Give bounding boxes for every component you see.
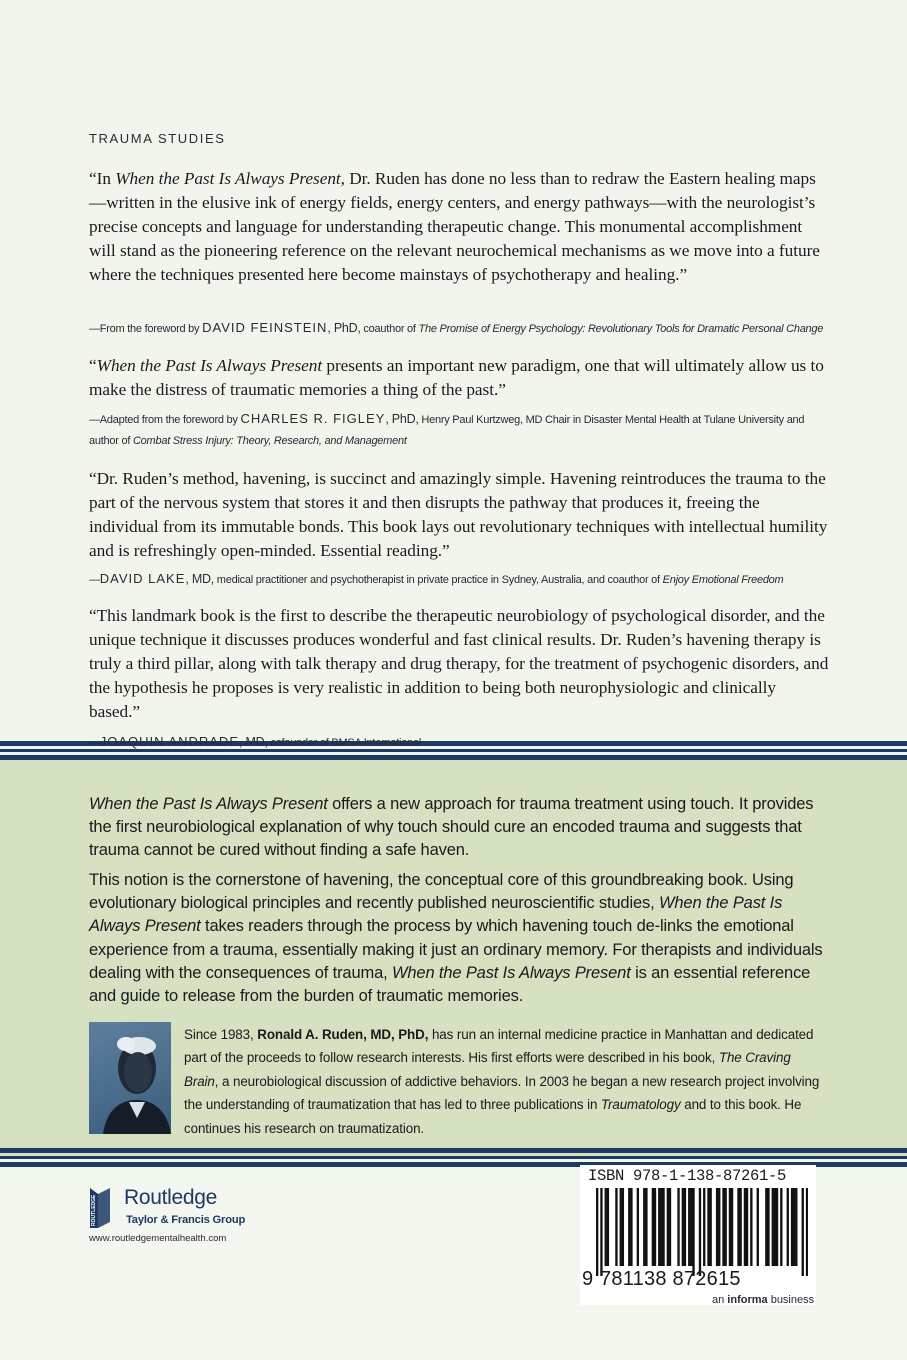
barcode-bar: [767, 1188, 769, 1266]
barcode-bar: [677, 1188, 679, 1266]
book-title: When the Past Is Always Present: [89, 795, 328, 813]
barcode-bar: [620, 1188, 622, 1266]
barcode-bar: [615, 1188, 617, 1266]
description-paragraph-1: When the Past Is Always Present offers a new approach for trauma treatment using touch. It provides the first neurobiological explanation of why touch should cure an encoded trauma and suggests that trauma cannot be cured without finding a safe haven.: [89, 795, 814, 860]
endorsement-attribution-3: —DAVID LAKE, MD, medical practitioner and psychotherapist in private practice in Sydney, Australia, and coauthor of Enjoy Emotional Freedom: [89, 571, 784, 586]
barcode-bar: [605, 1188, 607, 1266]
endorsement-attribution-1: —From the foreword by DAVID FEINSTEIN, PhD, coauthor of The Promise of Energy Psychology: Revolutionary Tools for Dramatic Personal Change: [89, 320, 824, 335]
endorsement-quote-2: “When the Past Is Always Present presents an important new paradigm, one that will ultimately allow us to make the distress of traumatic memories a thing of the past.”: [89, 356, 824, 400]
endorsement-quote-4: “This landmark book is the first to describe the therapeutic neurobiology of psychological disorder, and the unique technique it discusses produces wonderful and fast clinical results. Dr. Ruden’s havening therapy is truly a third pillar, along with talk therapy and drug therapy, for the treatment of psychogenic disorders, and the hypothesis he proposes is very realistic in addition to being both neurophysiologic and clinically based.”: [89, 606, 829, 722]
informa-line: an informa business: [712, 1294, 815, 1306]
barcode-bar: [716, 1188, 718, 1266]
endorsement-quote-1: “In When the Past Is Always Present, Dr. Ruden has done no less than to redraw the Eastern healing maps—written in the elusive ink of energy fields, energy centers, and energy pathways—with the neurologist’s precise concepts and language for understanding therapeutic change. This monumental accomplishment will stand as the pioneering reference on the relevant neurochemical mechanisms as we move into a future where the techniques presented here become mainstays of psychotherapy and healing.”: [89, 169, 820, 285]
barcode-bar: [757, 1188, 759, 1266]
barcode-bar: [780, 1188, 782, 1266]
book-title: When the Past Is Always Present: [89, 894, 783, 936]
routledge-logo-icon: [88, 1186, 112, 1230]
barcode-bar: [707, 1188, 709, 1266]
barcode-bar: [750, 1188, 752, 1266]
barcode-bar: [699, 1188, 701, 1276]
author-photo: [89, 1022, 171, 1134]
barcode-bar: [652, 1188, 654, 1266]
author-bio: Since 1983, Ronald A. Ruden, MD, PhD, has run an internal medicine practice in Manhattan and dedicated part of the proceeds to follow research interests. His first efforts were described in his book, The Craving Brain, a neurobiological discussion of addictive behaviors. In 2003 he began a new research project involving the understanding of traumatization that has led to three publications in Traumatology and to this book. He continues his research on traumatization.: [184, 1027, 820, 1136]
barcode-bar: [765, 1188, 767, 1266]
barcode-bar: [654, 1188, 656, 1266]
barcode-bar: [667, 1188, 669, 1266]
barcode-bar: [630, 1188, 632, 1266]
barcode-bar: [722, 1188, 724, 1266]
barcode-bar: [628, 1188, 630, 1266]
barcode-bar: [718, 1188, 720, 1266]
barcode-bar: [806, 1188, 808, 1276]
endorsement-attribution-4: —JOAQUIN ANDRADE, MD, cofounder of BMSA International: [89, 734, 422, 749]
barcode-bar: [787, 1188, 789, 1266]
barcode-bar: [729, 1188, 731, 1266]
barcode-bar: [724, 1188, 726, 1266]
barcode-bar: [669, 1188, 671, 1266]
series-label: TRAUMA STUDIES: [89, 131, 226, 146]
endorsement-attribution-2: —Adapted from the foreword by CHARLES R. FIGLEY, PhD, Henry Paul Kurtzweg, MD Chair in Disaster Mental Health at Tulane University and author of Combat Stress Injury: Theory, Research, and Management: [89, 411, 805, 447]
book-title: When the Past Is Always Present: [115, 169, 341, 188]
barcode-bar: [658, 1188, 660, 1266]
publisher-name: Routledge: [124, 1186, 218, 1209]
barcode-bar: [703, 1188, 705, 1266]
barcode-bar: [688, 1188, 690, 1266]
barcode-icon: [596, 1188, 808, 1276]
barcode-bar: [690, 1188, 692, 1266]
isbn-label: ISBN 978-1-138-87261-5: [588, 1167, 787, 1185]
barcode-bar: [643, 1188, 645, 1266]
barcode-bar: [791, 1188, 793, 1266]
barcode-bar: [709, 1188, 711, 1266]
barcode-bar: [731, 1188, 733, 1266]
ean-first-digit: 9: [582, 1268, 594, 1290]
barcode-bar: [746, 1188, 748, 1266]
barcode-bar: [737, 1188, 739, 1266]
barcode-bar: [772, 1188, 774, 1266]
barcode-bar: [684, 1188, 686, 1266]
ean-digits: 781138 872615: [600, 1268, 741, 1290]
barcode-bar: [607, 1188, 609, 1266]
barcode-bar: [662, 1188, 664, 1266]
barcode-bar: [744, 1188, 746, 1266]
barcode-bar: [645, 1188, 647, 1266]
barcode-bar: [660, 1188, 662, 1266]
barcode-bar: [637, 1188, 639, 1266]
author-portrait-icon: [89, 1022, 171, 1134]
barcode-bar: [793, 1188, 795, 1266]
barcode-bar: [776, 1188, 778, 1266]
barcode-bar: [622, 1188, 624, 1266]
barcode-bar: [739, 1188, 741, 1266]
publisher-group: Taylor & Francis Group: [126, 1214, 246, 1226]
barcode-bar: [802, 1188, 804, 1276]
barcode-bar: [774, 1188, 776, 1266]
barcode-bar: [682, 1188, 684, 1266]
barcode-bar: [596, 1188, 598, 1276]
barcode-bar: [795, 1188, 797, 1266]
publisher-url: www.routledgementalhealth.com: [89, 1233, 227, 1244]
logo-mark-text: ROUTLEDGE: [91, 1194, 97, 1226]
barcode-bar: [600, 1188, 602, 1276]
book-title: When the Past Is Always Present: [391, 963, 631, 982]
barcode-bar: [692, 1188, 694, 1276]
author-name: Ronald A. Ruden, MD, PhD,: [257, 1027, 429, 1042]
description-paragraph-2: This notion is the cornerstone of havening, the conceptual core of this groundbreaking book. Using evolutionary biological principles and recently published neuroscientific studies, When the Past Is Always Present takes readers through the process by which havening touch de-links the emotional experience from a trauma, essentially making it just an ordinary memory. For therapists and individuals dealing with the consequences of trauma, When the Past Is Always Present is an essential reference and guide to release from the burden of traumatic memories.: [89, 871, 823, 1006]
book-title: When the Past Is Always Present: [96, 356, 323, 375]
endorsement-quote-3: “Dr. Ruden’s method, havening, is succinct and amazingly simple. Havening reintroduces the trauma to the part of the nervous system that stores it and then disrupts the pathway that produces it, freeing the individual from its immutable bonds. This book lays out revolutionary techniques with intellectual humility and is refreshingly open-minded. Essential reading.”: [89, 469, 828, 561]
